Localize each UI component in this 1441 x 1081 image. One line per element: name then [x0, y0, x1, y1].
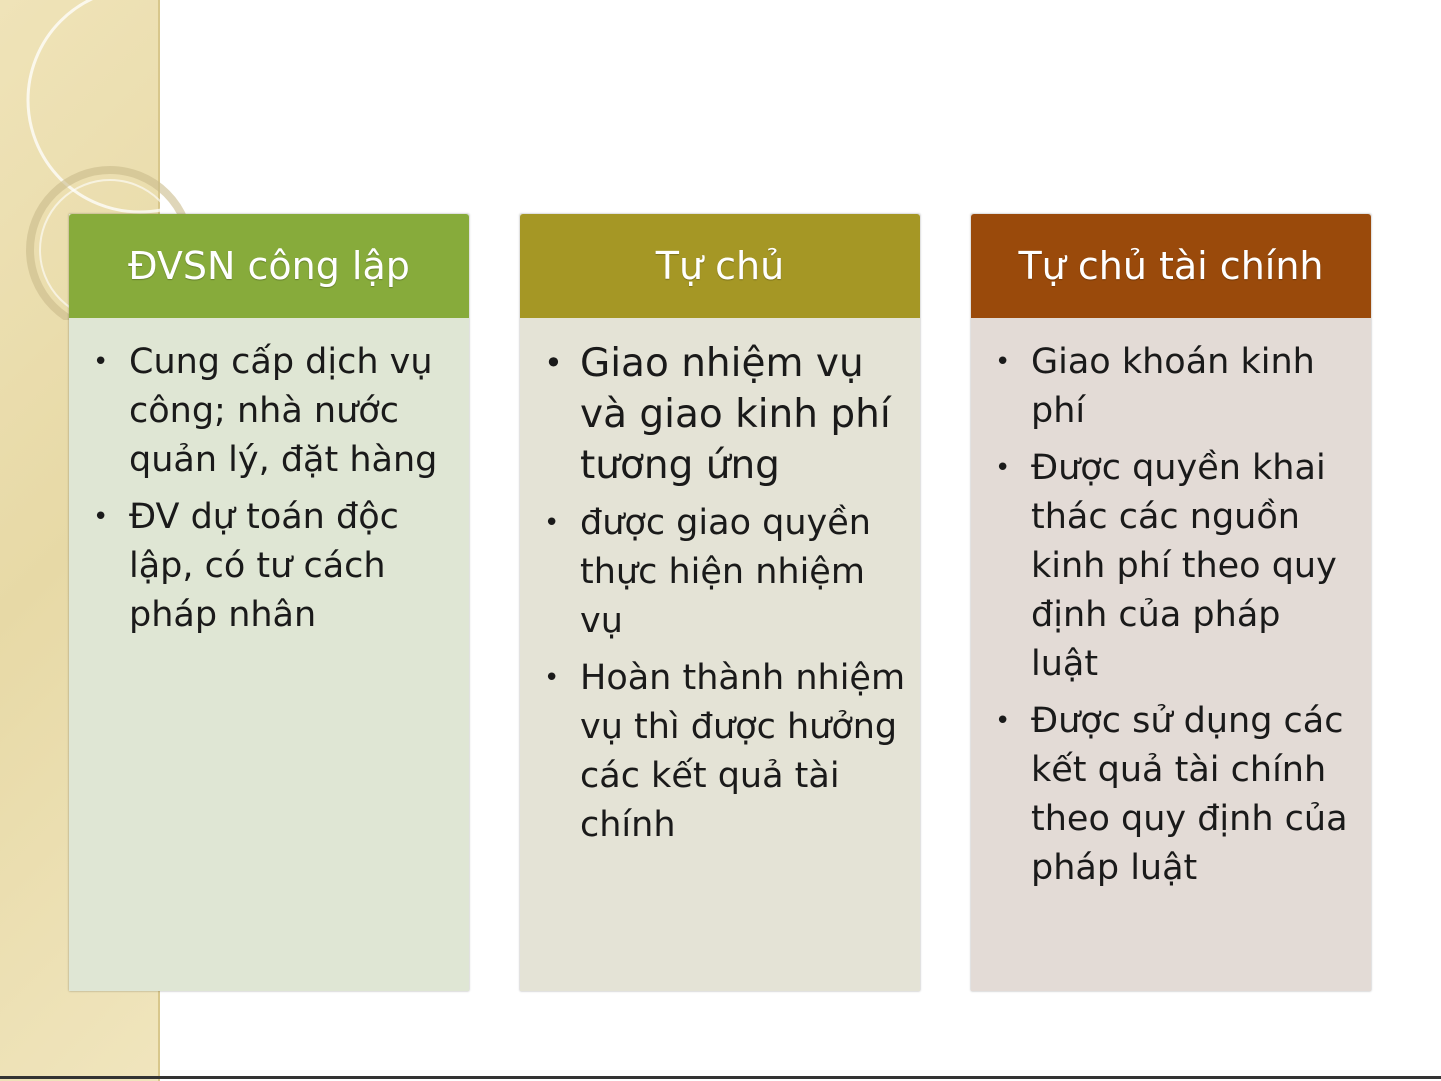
list-item: • Giao khoán kinh phí: [989, 338, 1357, 436]
bottom-border: [0, 1076, 1441, 1079]
list-item: • Giao nhiệm vụ và giao kinh phí tương ứng: [538, 338, 906, 491]
card-body: [520, 318, 920, 991]
bullet-list: [538, 338, 906, 850]
list-item: • Được quyền khai thác các nguồn kinh phí theo quy định của pháp luật: [989, 444, 1357, 689]
card-title: Tự chủ: [520, 214, 920, 318]
card-tu-chu-tai-chinh: [971, 214, 1371, 991]
list-item: • Cung cấp dịch vụ công; nhà nước quản lý, đặt hàng: [87, 338, 455, 485]
card-tu-chu: [520, 214, 920, 991]
card-body: [971, 318, 1371, 991]
list-item: • ĐV dự toán độc lập, có tư cách pháp nhân: [87, 493, 455, 640]
bullet-list: [989, 338, 1357, 893]
list-item: • Được sử dụng các kết quả tài chính theo quy định của pháp luật: [989, 697, 1357, 893]
list-item: • được giao quyền thực hiện nhiệm vụ: [538, 499, 906, 646]
list-item: • Hoàn thành nhiệm vụ thì được hưởng các kết quả tài chính: [538, 654, 906, 850]
card-title: ĐVSN công lập: [69, 214, 469, 318]
card-title: Tự chủ tài chính: [971, 214, 1371, 318]
bullet-list: [87, 338, 455, 640]
card-body: [69, 318, 469, 991]
card-dvsn-cong-lap: [69, 214, 469, 991]
